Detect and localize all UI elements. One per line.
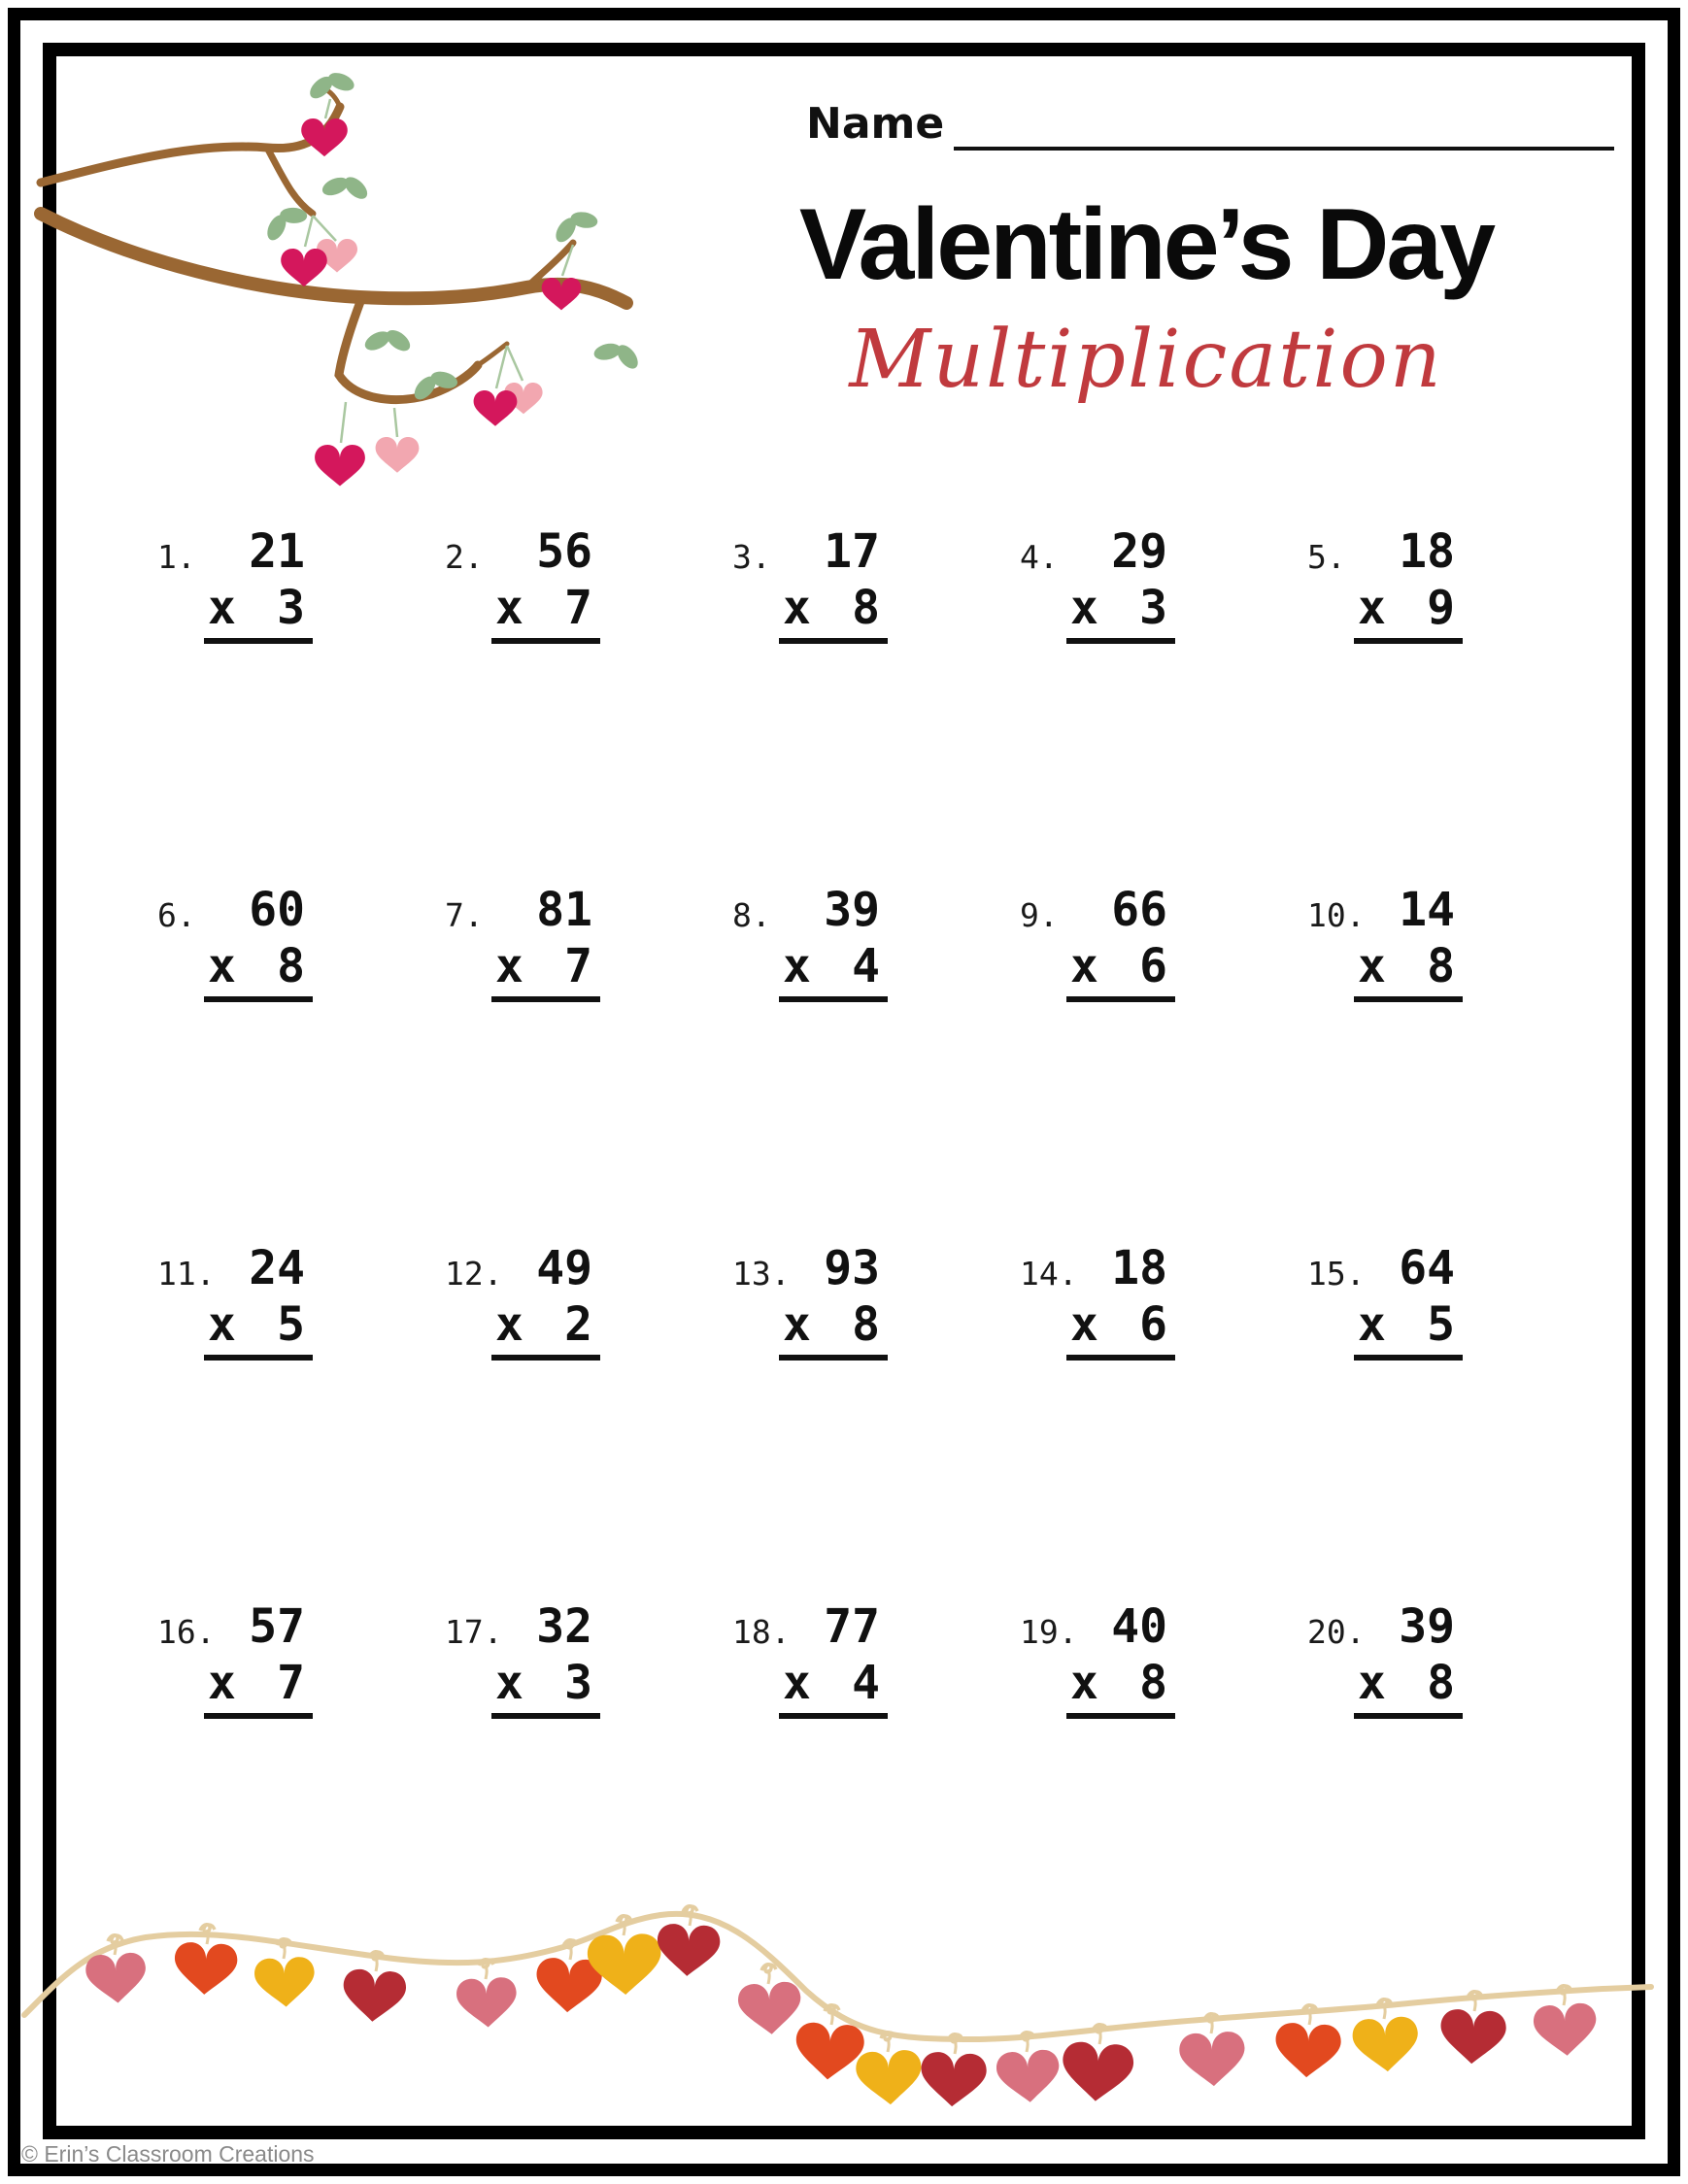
problem-numbers <box>1066 526 1175 644</box>
problem-numbers <box>204 885 313 1002</box>
multiplier-row <box>1354 941 1463 1002</box>
multiplicand: 18 <box>1111 1241 1167 1295</box>
multiplicand: 24 <box>249 1241 305 1295</box>
name-row <box>806 97 1614 151</box>
multiplier-row <box>491 1299 600 1361</box>
problem-numbers <box>779 526 888 644</box>
problem-numbers <box>1354 885 1463 1002</box>
multiplier-row <box>779 583 888 644</box>
multiplicand: 49 <box>536 1241 592 1295</box>
times-symbol: x <box>1070 581 1098 635</box>
problem-5 <box>1307 526 1472 885</box>
multiplier: 3 <box>277 581 305 635</box>
problem-7 <box>445 885 610 1243</box>
times-symbol: x <box>208 1297 236 1352</box>
multiplier: 7 <box>564 581 592 635</box>
problem-numbers <box>491 1243 600 1361</box>
multiplier: 8 <box>277 939 305 993</box>
multiplicand: 57 <box>249 1599 305 1654</box>
multiplicand: 40 <box>1111 1599 1167 1654</box>
multiplier-row <box>1066 1299 1175 1361</box>
problem-index: 13. <box>732 1255 791 1293</box>
problem-3 <box>732 526 897 885</box>
page-subtitle: Multiplication <box>849 314 1443 406</box>
multiplier: 4 <box>852 939 880 993</box>
multiplier-row <box>204 941 313 1002</box>
problems-grid <box>107 526 1544 1960</box>
problem-index: 7. <box>445 896 484 934</box>
problem-12 <box>445 1243 610 1601</box>
heart-garland-decoration <box>0 1874 1688 2184</box>
multiplier: 3 <box>1139 581 1167 635</box>
multiplicand: 77 <box>824 1599 880 1654</box>
problem-4 <box>1020 526 1185 885</box>
multiplier: 6 <box>1139 939 1167 993</box>
multiplicand: 29 <box>1111 524 1167 579</box>
multiplicand: 18 <box>1399 524 1455 579</box>
problem-numbers <box>1354 526 1463 644</box>
multiplier-row <box>491 1658 600 1719</box>
multiplicand: 56 <box>536 524 592 579</box>
multiplier-row <box>204 583 313 644</box>
problem-10 <box>1307 885 1472 1243</box>
problem-15 <box>1307 1243 1472 1601</box>
problem-numbers <box>779 885 888 1002</box>
problem-index: 15. <box>1307 1255 1366 1293</box>
times-symbol: x <box>1070 939 1098 993</box>
multiplier-row <box>1066 1658 1175 1719</box>
multiplicand: 81 <box>536 883 592 937</box>
times-symbol: x <box>1358 581 1386 635</box>
copyright-text: © Erin’s Classroom Creations <box>21 2141 315 2167</box>
branch-leaves <box>255 67 648 405</box>
problem-11 <box>157 1243 322 1601</box>
multiplier: 4 <box>852 1656 880 1710</box>
multiplier: 5 <box>1427 1297 1455 1352</box>
problem-numbers <box>204 526 313 644</box>
multiplicand: 39 <box>824 883 880 937</box>
problem-2 <box>445 526 610 885</box>
times-symbol: x <box>495 1656 523 1710</box>
multiplier-row <box>1354 1658 1463 1719</box>
problem-13 <box>732 1243 897 1601</box>
problem-index: 10. <box>1307 896 1366 934</box>
problem-numbers <box>779 1601 888 1719</box>
multiplier-row <box>1066 941 1175 1002</box>
multiplier: 6 <box>1139 1297 1167 1352</box>
multiplier: 8 <box>1427 939 1455 993</box>
times-symbol: x <box>1070 1656 1098 1710</box>
multiplicand: 17 <box>824 524 880 579</box>
problem-numbers <box>204 1601 313 1719</box>
problem-index: 9. <box>1020 896 1059 934</box>
problem-numbers <box>1066 1601 1175 1719</box>
times-symbol: x <box>1358 1297 1386 1352</box>
multiplier-row <box>779 1299 888 1361</box>
problem-9 <box>1020 885 1185 1243</box>
problem-numbers <box>491 885 600 1002</box>
multiplier-row <box>779 941 888 1002</box>
multiplier: 5 <box>277 1297 305 1352</box>
times-symbol: x <box>495 1297 523 1352</box>
problem-14 <box>1020 1243 1185 1601</box>
problem-index: 2. <box>445 538 484 576</box>
problem-8 <box>732 885 897 1243</box>
problem-numbers <box>1066 1243 1175 1361</box>
times-symbol: x <box>208 581 236 635</box>
multiplier-row <box>779 1658 888 1719</box>
problem-index: 3. <box>732 538 771 576</box>
multiplier: 3 <box>564 1656 592 1710</box>
multiplier: 8 <box>1139 1656 1167 1710</box>
times-symbol: x <box>208 939 236 993</box>
multiplier-row <box>1066 583 1175 644</box>
problem-index: 19. <box>1020 1613 1078 1651</box>
multiplicand: 32 <box>536 1599 592 1654</box>
problem-numbers <box>491 1601 600 1719</box>
multiplier: 9 <box>1427 581 1455 635</box>
problem-index: 6. <box>157 896 196 934</box>
problem-index: 11. <box>157 1255 216 1293</box>
problem-6 <box>157 885 322 1243</box>
multiplier: 2 <box>564 1297 592 1352</box>
multiplier-row <box>204 1299 313 1361</box>
times-symbol: x <box>495 939 523 993</box>
multiplier: 8 <box>852 581 880 635</box>
problem-numbers <box>1354 1243 1463 1361</box>
times-symbol: x <box>783 1656 811 1710</box>
multiplicand: 64 <box>1399 1241 1455 1295</box>
problem-index: 17. <box>445 1613 503 1651</box>
times-symbol: x <box>208 1656 236 1710</box>
problem-1 <box>157 526 322 885</box>
branch-hearts-decoration <box>49 68 631 476</box>
problem-numbers <box>1354 1601 1463 1719</box>
times-symbol: x <box>783 939 811 993</box>
problem-numbers <box>491 526 600 644</box>
problem-numbers <box>1066 885 1175 1002</box>
multiplier: 7 <box>564 939 592 993</box>
multiplier: 8 <box>852 1297 880 1352</box>
page-title: Valentine’s Day <box>798 188 1494 301</box>
times-symbol: x <box>783 1297 811 1352</box>
multiplicand: 93 <box>824 1241 880 1295</box>
problem-index: 12. <box>445 1255 503 1293</box>
problem-index: 5. <box>1307 538 1346 576</box>
name-input-line[interactable] <box>954 104 1614 151</box>
multiplicand: 66 <box>1111 883 1167 937</box>
problem-index: 1. <box>157 538 196 576</box>
multiplier: 7 <box>277 1656 305 1710</box>
times-symbol: x <box>1358 939 1386 993</box>
multiplier: 8 <box>1427 1656 1455 1710</box>
multiplicand: 39 <box>1399 1599 1455 1654</box>
multiplicand: 60 <box>249 883 305 937</box>
times-symbol: x <box>495 581 523 635</box>
problem-index: 20. <box>1307 1613 1366 1651</box>
multiplier-row <box>1354 1299 1463 1361</box>
multiplicand: 14 <box>1399 883 1455 937</box>
times-symbol: x <box>783 581 811 635</box>
times-symbol: x <box>1070 1297 1098 1352</box>
problem-index: 16. <box>157 1613 216 1651</box>
problem-index: 8. <box>732 896 771 934</box>
problem-numbers <box>779 1243 888 1361</box>
problem-index: 4. <box>1020 538 1059 576</box>
multiplier-row <box>491 583 600 644</box>
multiplier-row <box>204 1658 313 1719</box>
multiplier-row <box>491 941 600 1002</box>
multiplicand: 21 <box>249 524 305 579</box>
multiplier-row <box>1354 583 1463 644</box>
problem-numbers <box>204 1243 313 1361</box>
problem-index: 14. <box>1020 1255 1078 1293</box>
times-symbol: x <box>1358 1656 1386 1710</box>
problem-index: 18. <box>732 1613 791 1651</box>
name-label: Name <box>806 99 945 149</box>
